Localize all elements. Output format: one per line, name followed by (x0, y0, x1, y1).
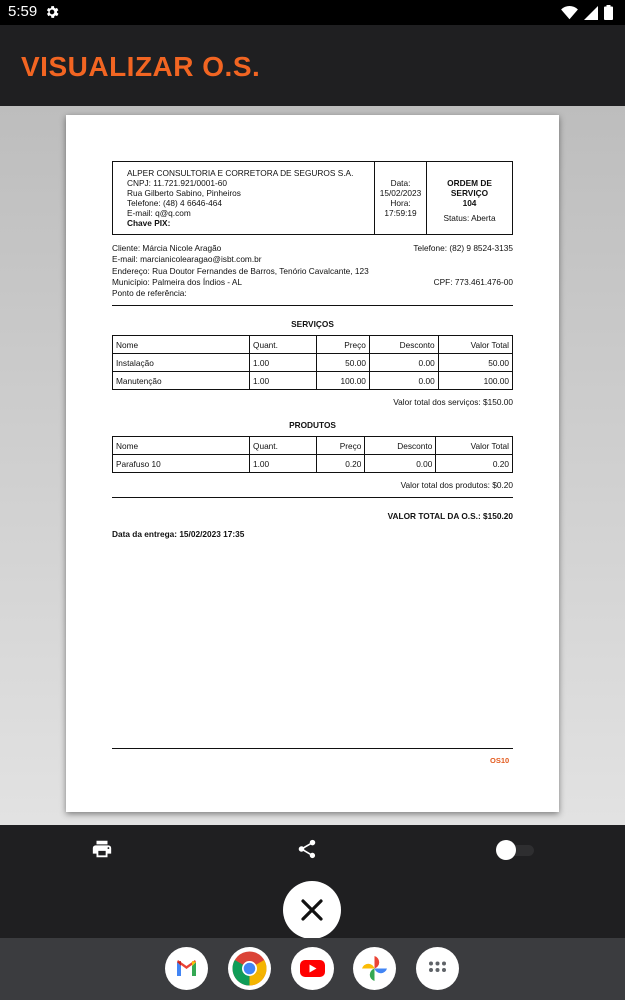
table-header-cell: Desconto (369, 336, 438, 354)
cell-signal-icon (584, 6, 598, 25)
close-bar (0, 875, 625, 938)
table-cell: 50.00 (317, 354, 370, 372)
document-header (112, 161, 513, 235)
table-cell: 100.00 (317, 372, 370, 390)
date-box (375, 162, 427, 234)
services-total: Valor total dos serviços: $150.00 (393, 397, 513, 408)
client-city: Município: Palmeira dos Índios - AL (112, 276, 243, 287)
status-time: 5:59 (8, 3, 38, 20)
table-cell: 0.00 (369, 354, 438, 372)
products-title: PRODUTOS (289, 420, 336, 431)
app-drawer-icon[interactable] (416, 947, 459, 990)
client-info (112, 243, 513, 299)
company-phone: Telefone: (48) 4 6646-464 (127, 198, 223, 208)
table-cell: 50.00 (438, 354, 512, 372)
grand-total: VALOR TOTAL DA O.S.: $150.20 (387, 511, 513, 522)
table-cell: 0.00 (365, 455, 436, 473)
youtube-icon[interactable] (291, 947, 334, 990)
table-cell: Manutenção (113, 372, 250, 390)
table-header-cell: Preço (317, 437, 365, 455)
table-cell: 100.00 (438, 372, 512, 390)
print-icon (91, 847, 113, 864)
footer-divider (112, 748, 513, 749)
order-status: Status: Aberta (443, 213, 496, 223)
chrome-icon[interactable] (228, 947, 271, 990)
order-number: 104 (462, 198, 477, 208)
wifi-icon (561, 6, 578, 25)
services-table (112, 335, 513, 390)
share-icon (296, 847, 318, 864)
status-bar (0, 0, 625, 25)
document-preview[interactable] (0, 106, 625, 825)
table-header-cell: Nome (113, 336, 250, 354)
table-header-cell: Quant. (250, 437, 317, 455)
delivery-date: Data da entrega: 15/02/2023 17:35 (112, 529, 245, 540)
table-row (113, 354, 513, 372)
client-reference: Ponto de referência: (112, 288, 187, 299)
document-page (66, 115, 559, 812)
bottom-toolbar (0, 825, 625, 875)
table-header-cell: Nome (113, 437, 250, 455)
company-address: Rua Gilberto Sabino, Pinheiros (127, 188, 241, 198)
client-email: E-mail: marcianicolearagao@isbt.com.br (112, 254, 262, 265)
table-header-row (113, 336, 513, 354)
client-cpf: CPF: 773.461.476-00 (433, 276, 513, 287)
table-cell: 0.20 (317, 455, 365, 473)
client-name: Cliente: Márcia Nicole Aragão (112, 243, 222, 253)
table-cell: Instalação (113, 354, 250, 372)
table-header-cell: Desconto (365, 437, 436, 455)
app-bar (0, 25, 625, 106)
order-title-2: SERVIÇO (450, 188, 489, 198)
close-icon (300, 898, 324, 927)
photos-icon[interactable] (353, 947, 396, 990)
table-cell: Parafuso 10 (113, 455, 250, 473)
print-button[interactable] (91, 838, 113, 865)
products-total: Valor total dos produtos: $0.20 (400, 480, 513, 491)
company-pix: Chave PIX: (127, 218, 171, 228)
time-label: Hora: (390, 198, 411, 208)
service-order-document (112, 161, 513, 539)
page-title: VISUALIZAR O.S. (21, 51, 261, 82)
settings-gear-icon (44, 4, 60, 25)
table-header-cell: Preço (317, 336, 370, 354)
order-title-1: ORDEM DE (447, 178, 492, 188)
client-address: Endereço: Rua Doutor Fernandes de Barros, Tenório Cavalcante, 123 (112, 265, 369, 276)
battery-icon (604, 5, 613, 25)
client-phone: Telefone: (82) 9 8524-3135 (413, 243, 513, 253)
app-dock (0, 938, 625, 1000)
time-value: 17:59:19 (384, 208, 417, 218)
close-button[interactable] (283, 881, 341, 939)
company-name: ALPER CONSULTORIA E CORRETORA DE SEGUROS S.A. (127, 168, 354, 178)
table-row (113, 455, 513, 473)
table-header-cell: Valor Total (438, 336, 512, 354)
company-cnpj: CNPJ: 11.721.921/0001-60 (127, 178, 227, 188)
divider (112, 497, 513, 498)
divider (112, 305, 513, 306)
os10-logo: OS10 (490, 756, 510, 765)
table-cell: 1.00 (250, 455, 317, 473)
table-cell: 1.00 (250, 354, 317, 372)
toggle-switch[interactable] (496, 842, 534, 858)
services-title: SERVIÇOS (291, 319, 334, 330)
table-cell: 0.20 (436, 455, 513, 473)
gmail-icon[interactable] (165, 947, 208, 990)
share-button[interactable] (296, 838, 318, 865)
table-cell: 0.00 (369, 372, 438, 390)
order-box (427, 162, 512, 234)
company-email: E-mail: q@q.com (127, 208, 191, 218)
table-header-cell: Quant. (250, 336, 317, 354)
table-header-cell: Valor Total (436, 437, 513, 455)
table-row (113, 372, 513, 390)
table-header-row (113, 437, 513, 455)
toggle-knob (496, 840, 516, 860)
table-cell: 1.00 (250, 372, 317, 390)
date-label: Data: (390, 178, 411, 188)
products-table (112, 436, 513, 473)
date-value: 15/02/2023 (379, 188, 422, 198)
company-info (113, 162, 375, 234)
